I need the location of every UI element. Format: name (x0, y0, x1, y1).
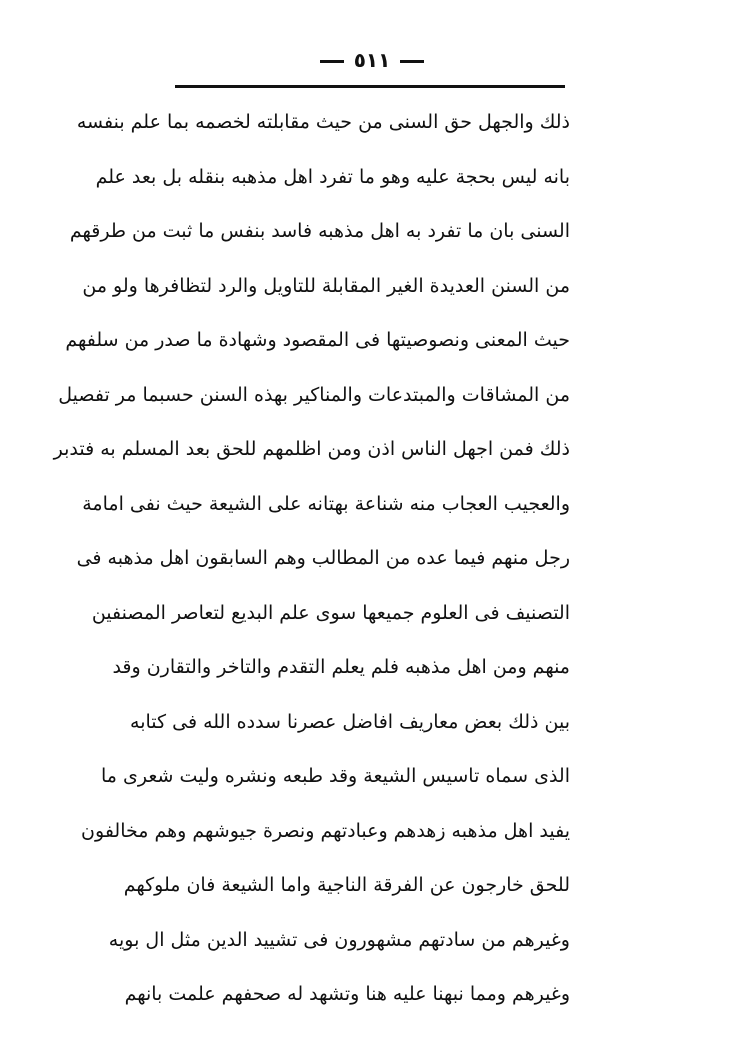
text-line: وغيرهم ومما نبهنا عليه هنا وتشهد له صحفهم علمت بانهم (124, 983, 570, 1005)
text-line: السنى بان ما تفرد به اهل مذهبه فاسد بنفس ما ثبت من طرقهم (69, 220, 570, 242)
text-line: ذلك فمن اجهل الناس اذن ومن اظلمهم للحق بعد المسلم به فتدبر (53, 438, 570, 460)
left-dash (320, 60, 344, 63)
text-line: والعجيب العجاب منه شناعة بهتانه على الشيعة حيث نفى امامة (82, 492, 570, 515)
text-line: للحق خارجون عن الفرقة الناجية واما الشيعة فان ملوكهم (123, 874, 570, 896)
text-line: رجل منهم فيما عده من المطالب وهم السابقون اهل مذهبه فى (76, 547, 570, 569)
header-rule (175, 85, 565, 88)
text-line: بين ذلك بعض معاريف افاضل عصرنا سدده الله فى كتابه (130, 710, 570, 733)
text-line: ذلك والجهل حق السنى من حيث مقابلته لخصمه بما علم بنفسه (76, 111, 570, 133)
text-line: من السنن العديدة الغير المقابلة للتاويل والرد لتظافرها ولو من (82, 274, 570, 297)
page-number: ٥١١ (353, 48, 391, 72)
text-line: يفيد اهل مذهبه زهدهم وعبادتهم ونصرة جيوشهم وهم مخالفون (81, 819, 570, 842)
text-line: حيث المعنى ونصوصيتها فى المقصود وشهادة ما صدر من سلفهم (65, 329, 570, 351)
page-number-header (0, 40, 744, 80)
text-line: الذى سماه تاسيس الشيعة وقد طبعه ونشره وليت شعرى ما (100, 765, 570, 787)
text-line: من المشاقات والمبتدعات والمناكير بهذه السنن حسبما مر تفصيل (58, 383, 570, 406)
text-line: وغيرهم من سادتهم مشهورون فى تشييد الدين مثل ال بويه (108, 928, 570, 951)
right-dash (400, 60, 424, 63)
text-line: التصنيف فى العلوم جميعها سوى علم البديع لتعاصر المصنفين (91, 601, 570, 624)
text-line: منهم ومن اهل مذهبه فلم يعلم التقدم والتاخر والتقارن وقد (112, 656, 570, 678)
body-text (53, 95, 570, 1022)
text-line: بانه ليس بحجة عليه وهو ما تفرد اهل مذهبه بنقله بل بعد علم (95, 165, 570, 188)
